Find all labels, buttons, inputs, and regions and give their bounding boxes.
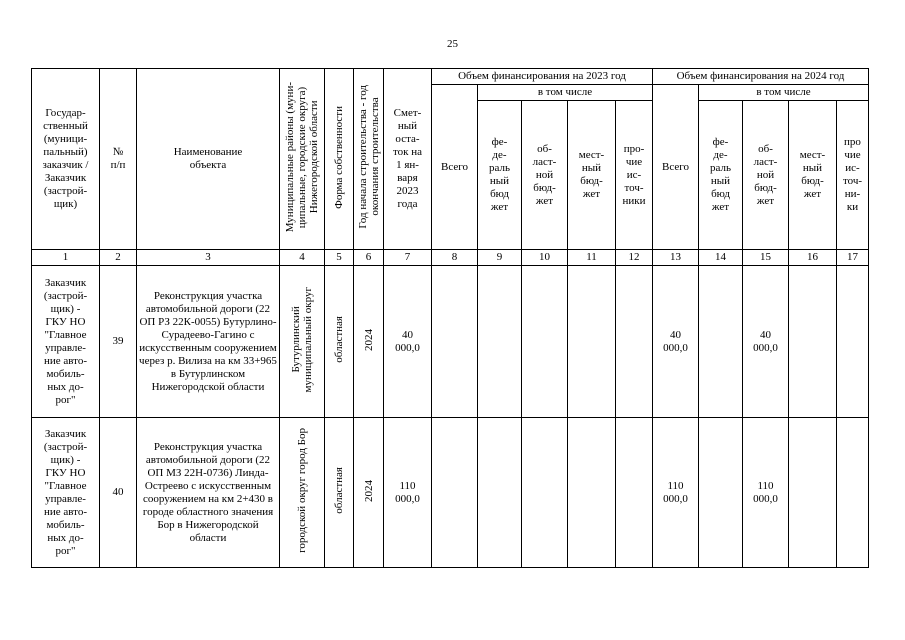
header-incl-2023: в том числе xyxy=(478,85,653,101)
column-number: 9 xyxy=(478,250,522,266)
row-year: 2024 xyxy=(354,418,384,568)
row-federal-2023 xyxy=(478,266,522,418)
column-number: 8 xyxy=(432,250,478,266)
header-estimate: Смет- ный оста- ток на 1 ян- варя 2023 года xyxy=(384,69,432,250)
row-district: городской округ город Бор xyxy=(280,418,325,568)
row-regional-2024: 110 000,0 xyxy=(743,418,789,568)
row-estimate: 110 000,0 xyxy=(384,418,432,568)
row-local-2024 xyxy=(789,418,837,568)
header-other-2023: про- чие ис- точ- ники xyxy=(616,101,653,250)
row-other-2024 xyxy=(837,266,869,418)
column-number: 10 xyxy=(522,250,568,266)
row-other-2023 xyxy=(616,418,653,568)
row-customer: Заказчик (застрой- щик) - ГКУ НО "Главное управле- ние авто- мобиль- ных до- рог" xyxy=(32,266,100,418)
column-number: 2 xyxy=(100,250,137,266)
header-local-2023: мест- ный бюд- жет xyxy=(568,101,616,250)
row-local-2024 xyxy=(789,266,837,418)
header-year: Год начала строительства - год окончания строительства xyxy=(354,69,384,250)
row-federal-2024 xyxy=(699,418,743,568)
column-number: 1 xyxy=(32,250,100,266)
row-ownership: областная xyxy=(325,266,354,418)
header-num: № п/п xyxy=(100,69,137,250)
row-regional-2023 xyxy=(522,418,568,568)
row-local-2023 xyxy=(568,418,616,568)
header-regional-2024: об- ласт- ной бюд- жет xyxy=(743,101,789,250)
header-customer: Государ- ственный (муници- пальный) заказчик / Заказчик (застрой- щик) xyxy=(32,69,100,250)
header-federal-2024: фе- де- раль ный бюд жет xyxy=(699,101,743,250)
row-other-2023 xyxy=(616,266,653,418)
column-number: 15 xyxy=(743,250,789,266)
header-local-2024: мест- ный бюд- жет xyxy=(789,101,837,250)
header-other-2024: про чие ис- точ- ни- ки xyxy=(837,101,869,250)
row-year: 2024 xyxy=(354,266,384,418)
header-object-name: Наименование объекта xyxy=(137,69,280,250)
column-numbers-row xyxy=(32,250,869,266)
row-estimate: 40 000,0 xyxy=(384,266,432,418)
column-number: 11 xyxy=(568,250,616,266)
row-total-2023 xyxy=(432,266,478,418)
header-regional-2023: об- ласт- ной бюд- жет xyxy=(522,101,568,250)
column-number: 4 xyxy=(280,250,325,266)
column-number: 7 xyxy=(384,250,432,266)
row-object-name: Реконструкция участка автомобильной дороги (22 ОП МЗ 22Н-0736) Линда-Остреево с искусственным сооружением на км 2+430 в городе областного значения Бор в Нижегородской области xyxy=(137,418,280,568)
row-district: Бутурлинский муниципальный округ xyxy=(280,266,325,418)
header-federal-2023: фе- де- раль ный бюд жет xyxy=(478,101,522,250)
header-fin-2024: Объем финансирования на 2024 год xyxy=(653,69,869,85)
column-number: 14 xyxy=(699,250,743,266)
page-number: 25 xyxy=(447,38,458,50)
table-row xyxy=(32,266,869,418)
header-fin-2023: Объем финансирования на 2023 год xyxy=(432,69,653,85)
header-ownership: Форма собственности xyxy=(325,69,354,250)
column-number: 12 xyxy=(616,250,653,266)
header-districts: Муниципальные районы (муни- ципальные, городские округа) Нижегородской области xyxy=(280,69,325,250)
row-other-2024 xyxy=(837,418,869,568)
table-row xyxy=(32,418,869,568)
header-total-2024: Всего xyxy=(653,85,699,250)
row-customer: Заказчик (застрой- щик) - ГКУ НО "Главное управле- ние авто- мобиль- ных до- рог" xyxy=(32,418,100,568)
row-federal-2024 xyxy=(699,266,743,418)
row-total-2024: 40 000,0 xyxy=(653,266,699,418)
financing-table xyxy=(31,68,869,568)
row-num: 40 xyxy=(100,418,137,568)
column-number: 17 xyxy=(837,250,869,266)
row-num: 39 xyxy=(100,266,137,418)
row-object-name: Реконструкция участка автомобильной дороги (22 ОП РЗ 22К-0055) Бутурлино-Сурадеево-Гагино с искусственным сооружением через р. Вилиза на км 33+965 в Бутурлинском Нижегородской области xyxy=(137,266,280,418)
row-local-2023 xyxy=(568,266,616,418)
column-number: 13 xyxy=(653,250,699,266)
row-regional-2024: 40 000,0 xyxy=(743,266,789,418)
row-total-2023 xyxy=(432,418,478,568)
header-total-2023: Всего xyxy=(432,85,478,250)
column-number: 16 xyxy=(789,250,837,266)
column-number: 6 xyxy=(354,250,384,266)
row-federal-2023 xyxy=(478,418,522,568)
row-ownership: областная xyxy=(325,418,354,568)
column-number: 3 xyxy=(137,250,280,266)
column-number: 5 xyxy=(325,250,354,266)
header-incl-2024: в том числе xyxy=(699,85,869,101)
row-total-2024: 110 000,0 xyxy=(653,418,699,568)
row-regional-2023 xyxy=(522,266,568,418)
